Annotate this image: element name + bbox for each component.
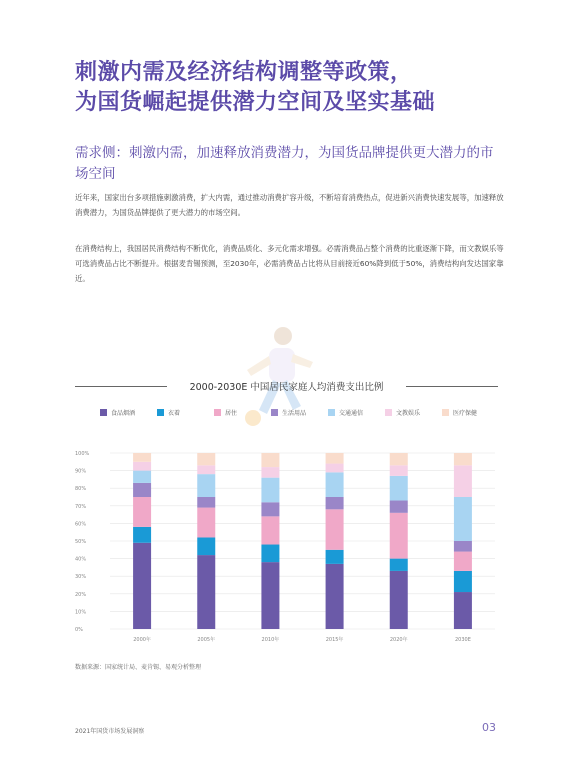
legend-item — [442, 408, 477, 417]
bar-segment — [133, 483, 151, 497]
legend-item — [385, 408, 420, 417]
chart-title: 2000-2030E 中国居民家庭人均消费支出比例 — [189, 382, 384, 393]
stacked-bar-chart — [70, 445, 500, 645]
bar-segment — [454, 465, 472, 497]
legend-item — [271, 408, 306, 417]
bar-segment — [261, 562, 279, 629]
x-tick-label: 2005年 — [197, 637, 216, 643]
bar-segment — [326, 472, 344, 497]
legend-swatch — [214, 409, 221, 416]
y-tick-label: 50% — [75, 539, 87, 545]
y-tick-label: 20% — [75, 591, 87, 598]
x-tick-label: 2020年 — [389, 637, 408, 643]
bar-segment — [197, 555, 215, 629]
legend-item — [100, 408, 135, 417]
bar-segment — [133, 543, 151, 629]
chart-title-row — [75, 378, 498, 394]
bar-segment — [326, 453, 344, 464]
paragraph-2: 在消费结构上，我国居民消费结构不断优化，消费品质化、多元化需求增强。必需消费品占整个消费的比重逐渐下降，而文教娱乐等可选消费品占比不断提升。根据麦肯锡预测，至2030年，必需消费品占比将从目前接近60%降到低于50%，消费结构向发达国家靠近。 — [75, 244, 504, 283]
legend-label: 文教娱乐 — [396, 410, 421, 417]
y-tick-label: 100% — [75, 451, 90, 457]
y-tick-label: 40% — [75, 556, 87, 563]
bar-segment — [390, 571, 408, 629]
legend-label: 生活用品 — [282, 410, 307, 417]
bar-segment — [454, 541, 472, 552]
bar-segment — [390, 476, 408, 501]
page-number: 03 — [482, 721, 496, 734]
legend-label: 食品烟酒 — [111, 410, 136, 417]
x-tick-label: 2010年 — [261, 637, 280, 643]
bar-segment — [454, 497, 472, 541]
bar-segment — [454, 453, 472, 465]
legend-swatch — [271, 409, 278, 416]
bar-segment — [390, 465, 408, 476]
legend-item — [214, 408, 237, 417]
bar-segment — [326, 464, 344, 473]
bar-segment — [326, 509, 344, 549]
bar-segment — [197, 465, 215, 474]
y-tick-label: 90% — [75, 468, 87, 475]
legend-swatch — [442, 409, 449, 416]
bar-segment — [197, 508, 215, 538]
bar-segment — [261, 516, 279, 544]
legend-item — [157, 408, 180, 417]
bar-segment — [390, 501, 408, 513]
legend-label: 衣着 — [168, 410, 181, 417]
bar-segment — [326, 564, 344, 629]
y-tick-label: 0% — [75, 627, 83, 633]
legend-swatch — [385, 409, 392, 416]
bar-segment — [454, 571, 472, 592]
bar-segment — [197, 453, 215, 465]
y-tick-label: 80% — [75, 486, 87, 493]
paragraph-1: 近年来，国家出台多项措施刺激消费，扩大内需，通过推动消费扩容升级，不断培育消费热点，促进新兴消费快速发展等，加速释放消费潜力，为国货品牌提供了更大潜力的市场空间。 — [75, 193, 504, 217]
bar-segment — [261, 502, 279, 516]
legend-label: 居住 — [225, 410, 238, 417]
bar-segment — [454, 592, 472, 629]
section-subtitle: 需求侧：刺激内需，加速释放消费潜力，为国货品牌提供更大潜力的市场空间 — [75, 145, 494, 182]
bar-segment — [454, 552, 472, 571]
bar-segment — [261, 478, 279, 503]
bar-segment — [261, 453, 279, 467]
bar-segment — [133, 453, 151, 462]
bar-segment — [133, 462, 151, 471]
x-tick-label: 2030E — [454, 637, 471, 643]
legend-label: 交通通信 — [339, 410, 364, 417]
data-source: 数据来源：国家统计局、麦肯锡、易观分析整理 — [75, 664, 202, 671]
title-line-1: 刺激内需及经济结构调整等政策， — [75, 60, 413, 85]
bar-segment — [197, 497, 215, 508]
y-tick-label: 60% — [75, 521, 87, 528]
bar-segment — [390, 559, 408, 571]
bar-segment — [261, 545, 279, 563]
legend-swatch — [100, 409, 107, 416]
bar-segment — [261, 467, 279, 478]
bar-segment — [197, 537, 215, 555]
x-tick-label: 2000年 — [133, 637, 151, 643]
title-line-2: 为国货崛起提供潜力空间及坚实基础 — [75, 90, 436, 115]
bar-segment — [390, 453, 408, 465]
bar-segment — [390, 513, 408, 559]
bar-segment — [197, 474, 215, 497]
footer-report-name: 2021年国货市场发展洞察 — [75, 728, 145, 735]
page-title — [75, 58, 515, 118]
bar-segment — [133, 471, 151, 483]
chart-legend — [100, 408, 500, 420]
legend-label: 医疗保健 — [453, 410, 478, 417]
y-tick-label: 10% — [75, 609, 87, 616]
y-tick-label: 70% — [75, 503, 87, 510]
legend-swatch — [328, 409, 335, 416]
y-tick-label: 30% — [75, 574, 87, 581]
legend-item — [328, 408, 363, 417]
bar-segment — [326, 550, 344, 564]
bar-segment — [133, 497, 151, 527]
bar-segment — [326, 497, 344, 509]
x-tick-label: 2015年 — [325, 637, 344, 643]
legend-swatch — [157, 409, 164, 416]
bar-segment — [133, 527, 151, 543]
